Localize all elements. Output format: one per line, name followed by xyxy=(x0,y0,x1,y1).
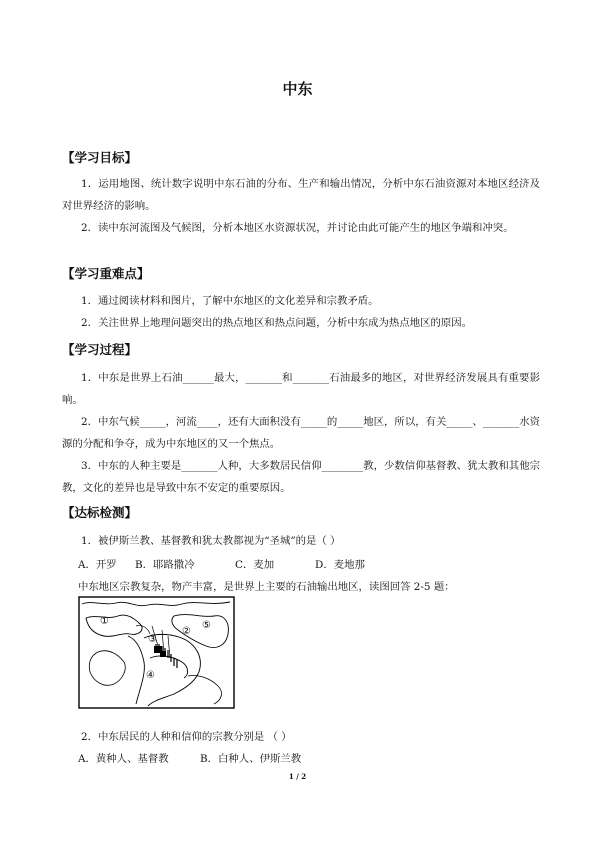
question-1-option-c: C．麦加 xyxy=(235,559,275,571)
middle-east-map xyxy=(78,596,235,709)
map-label-3: ③ xyxy=(148,634,157,645)
process-item-2: 2．中东气候_____，河流____，还有大面积没有_____的_____地区，所以，有关_____、_______水资源的分配和争夺，成为中东地区的又一个焦点。 xyxy=(62,416,540,450)
objective-item-2: 2．读中东河流图及气候图，分析本地区水资源状况，并讨论由此可能产生的地区争端和冲突。 xyxy=(81,222,514,234)
process-item-1: 1．中东是世界上石油______最大，_______和_______石油最多的地区，对世界经济发展具有重要影响。 xyxy=(62,372,540,406)
process-item-3: 3．中东的人种主要是_______人种，大多数居民信仰________教，少数信仰基督教、犹太教和其他宗教，文化的差异也是导致中东不安定的重要原因。 xyxy=(62,460,540,494)
page-title: 中东 xyxy=(282,80,313,98)
map-label-1: ① xyxy=(100,616,109,627)
objective-item-1: 1．运用地图、统计数字说明中东石油的分布、生产和输出情况，分析中东石油资源对本地区经济及对世界经济的影响。 xyxy=(62,178,540,212)
map-label-5: ⑤ xyxy=(202,620,211,631)
map-label-2: ② xyxy=(182,626,191,637)
question-1: 1．被伊斯兰教、基督教和犹太教都视为“圣城”的是（ ） xyxy=(81,535,341,547)
question-1-option-d: D．麦地那 xyxy=(315,559,365,571)
key-point-item-1: 1．通过阅读材料和图片，了解中东地区的文化差异和宗教矛盾。 xyxy=(81,295,379,307)
question-2: 2．中东居民的人种和信仰的宗教分别是 （ ） xyxy=(81,731,292,743)
question-1-option-b: B．耶路撒冷 xyxy=(135,559,195,571)
map-label-4: ④ xyxy=(146,670,155,681)
section-heading-key-points: 【学习重难点】 xyxy=(62,266,150,281)
question-2-option-a: A．黄种人、基督教 xyxy=(78,753,169,765)
question-1-option-a: A．开罗 xyxy=(78,559,117,571)
key-point-item-2: 2．关注世界上地理问题突出的热点地区和热点问题，分析中东成为热点地区的原因。 xyxy=(81,317,473,329)
question-intro: 中东地区宗教复杂，物产丰富，是世界上主要的石油输出地区，读图回答 2-5 题： xyxy=(78,581,455,593)
question-2-option-b: B．白种人、伊斯兰教 xyxy=(200,753,302,765)
section-heading-objectives: 【学习目标】 xyxy=(62,150,138,165)
section-heading-assessment: 【达标检测】 xyxy=(62,505,138,520)
section-heading-process: 【学习过程】 xyxy=(62,342,138,357)
page-number: 1 / 2 xyxy=(288,772,307,781)
